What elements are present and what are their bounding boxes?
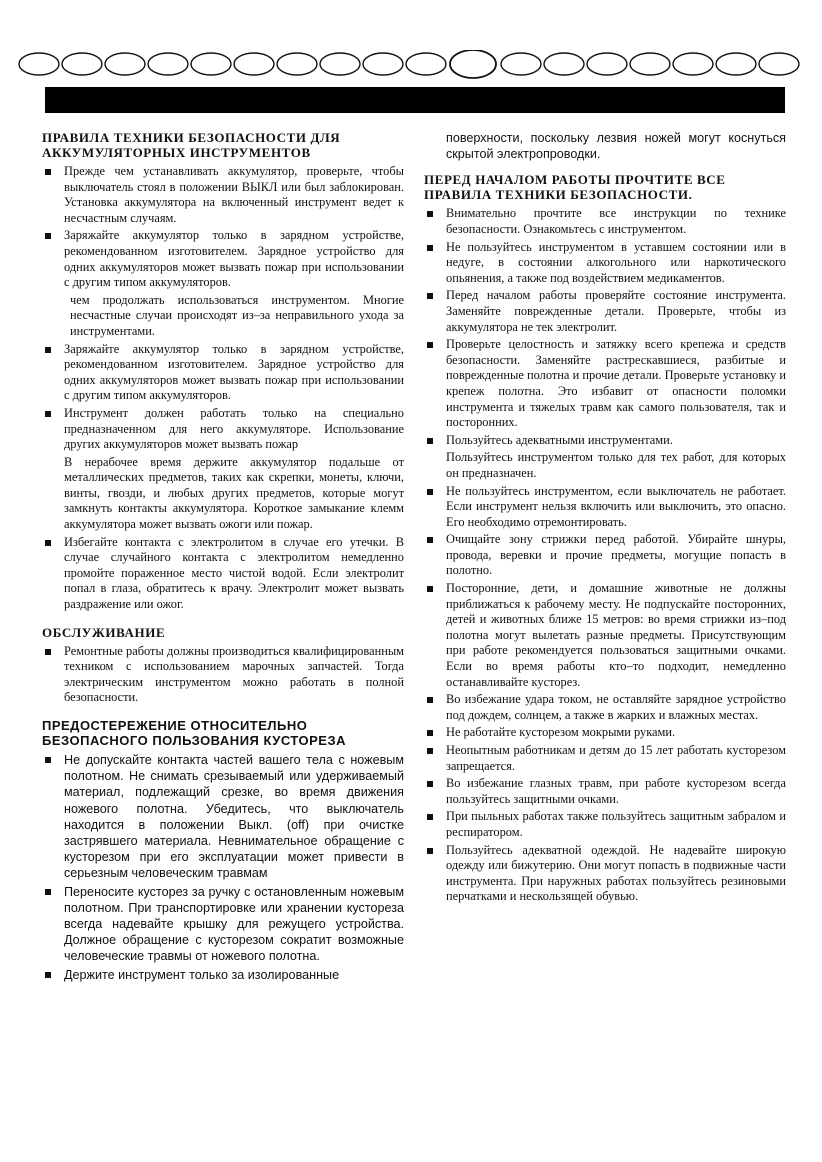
oval-9 [363, 53, 403, 75]
oval-7 [277, 53, 317, 75]
section-title-before-work: ПЕРЕД НАЧАЛОМ РАБОТЫ ПРОЧТИТЕ ВСЕ ПРАВИЛА ТЕХНИКИ БЕЗОПАСНОСТИ. [424, 172, 726, 203]
oval-active [450, 50, 496, 78]
section-title-maintenance: ОБСЛУЖИВАНИЕ [42, 624, 166, 640]
list-item: Держите инструмент только за изолированные [42, 967, 404, 983]
list-item: Не пользуйтесь инструментом в уставшем состоянии или в недуге, в состоянии алкогольного или наркотического опьянения, а также под воздействием медикаментов. [424, 240, 786, 287]
continued-text: поверхности, поскольку лезвия ножей могут коснуться скрытой электропроводки. [446, 131, 786, 162]
list-item: Пользуйтесь адекватными инструментами. [424, 433, 786, 449]
list-item: Переносите кусторез за ручку с остановленным ножевым полотном. При транспортировке или хранении кустореза всегда надевайте крышку для режущего устройства. Должное обращение с кусторезом сократит возможные человеческие травмы от ножевого полотна. [42, 884, 404, 965]
section-before-work [424, 172, 786, 905]
list-item: Внимательно прочтите все инструкции по технике безопасности. Ознакомьтесь с инструментом. [424, 206, 786, 237]
list-item: Прежде чем устанавливать аккумулятор, проверьте, чтобы выключатель стоял в положении ВЫКЛ или был заблокирован. Установка аккумулятора на включенный инструмент ведет к несчастным случаям. [42, 164, 404, 226]
oval-17 [716, 53, 756, 75]
oval-12 [501, 53, 541, 75]
section-title-battery-safety: ПРАВИЛА ТЕХНИКИ БЕЗОПАСНОСТИ ДЛЯ АККУМУЛЯТОРНЫХ ИНСТРУМЕНТОВ [42, 130, 341, 160]
oval-8 [320, 53, 360, 75]
oval-5 [191, 53, 231, 75]
oval-15 [630, 53, 670, 75]
oval-14 [587, 53, 627, 75]
list-item: Перед началом работы проверяйте состояние инструмента. Заменяйте поврежденные детали. Проверьте, чтобы из аккумулятора не тек электролит. [424, 288, 786, 335]
list-item: Посторонние, дети, и домашние животные не должны приближаться к рабочему месту. Не подпускайте посторонних, детей и животных ближе 15 метров: во время стрижки из–под полотна могут вылетать разные предметы. Присутствующим при работе рекомендуется пользоваться защитными очками. Если во время работы кто–то подходит, немедленно останавливайте кусторез. [424, 581, 786, 690]
oval-10 [406, 53, 446, 75]
oval-16 [673, 53, 713, 75]
section-battery-safety [42, 130, 404, 613]
language-ovals-header [16, 50, 806, 80]
list-item: Не работайте кусторезом мокрыми руками. [424, 725, 786, 741]
section-title-hedge-trimmer-warning: ПРЕДОСТЕРЕЖЕНИЕ ОТНОСИТЕЛЬНО БЕЗОПАСНОГО ПОЛЬЗОВАНИЯ КУСТОРЕЗА [42, 718, 347, 748]
list-item: Ремонтные работы должны производиться квалифицированным техником с использованием марочных запчастей. Тогда электрическим инструментом можно работать в полной безопасности. [42, 644, 404, 706]
list-item: Пользуйтесь адекватной одеждой. Не надевайте широкую одежду или бижутерию. Они могут попасть в подвижные части инструмента. При наружных работах пользуйтесь резиновыми перчатками и нескользящей обувью. [424, 843, 786, 905]
oval-4 [148, 53, 188, 75]
list-item: Не допускайте контакта частей вашего тела с ножевым полотном. Не снимать срезываемый или удерживаемый материал, подлежащий срезке, во время движения ножевого полотна. Убедитесь, что выключатель находится в положении Выкл. (off) при очистке застрявшего материала. Невнимательное обращение с кусторезом при его эксплуатации может привести в серьезным человеческим травмам [42, 752, 404, 882]
list-item: Проверьте целостность и затяжку всего крепежа и средств безопасности. Заменяйте растрескавшиеся, разбитые и поврежденные полотна и прочие детали. Проверьте установку и крепеж полотна. Это избавит от опасности поломки инструмента и тяжелых травм как самого пользователя, так и посторонних. [424, 337, 786, 431]
list-item: Заряжайте аккумулятор только в зарядном устройстве, рекомендованном изготовителем. Зарядное устройство для одних аккумуляторов может вызвать пожар при использовании с другим типом аккумуляторов. [42, 228, 404, 290]
oval-3 [105, 53, 145, 75]
list-item: Очищайте зону стрижки перед работой. Убирайте шнуры, провода, веревки и прочие предметы, могущие попасть в полотно. [424, 532, 786, 579]
header-black-bar [45, 87, 785, 113]
list-item: Не пользуйтесь инструментом, если выключатель не работает. Если инструмент нельзя включить или выключить, это опасно. Его необходимо отремонтировать. [424, 484, 786, 531]
list-item: Избегайте контакта с электролитом в случае его утечки. В случае случайного контакта с электролитом немедленно промойте пораженное место чистой водой. Если электролит попал в глаза, обратитесь к врачу. Электролит может вызвать раздражение или ожог. [42, 535, 404, 613]
oval-1 [19, 53, 59, 75]
oval-2 [62, 53, 102, 75]
oval-13 [544, 53, 584, 75]
oval-6 [234, 53, 274, 75]
list-item: Во избежание удара током, не оставляйте зарядное устройство под дождем, солнцем, а также в жарких и влажных местах. [424, 692, 786, 723]
section-maintenance [42, 625, 404, 706]
oval-18 [759, 53, 799, 75]
list-item-continuation: чем продолжать использоваться инструментом. Многие несчастные случаи происходят из–за неправильного ухода за инструментами. [70, 292, 404, 338]
left-column [42, 130, 404, 995]
list-item: Заряжайте аккумулятор только в зарядном устройстве, рекомендованном изготовителем. Зарядное устройство для одних аккумуляторов может вызвать пожар при использовании с другим типом аккумуляторов. [42, 342, 404, 404]
section-hedge-trimmer-warning [42, 718, 404, 983]
list-item-continuation: Пользуйтесь инструментом только для тех работ, для которых он предназначен. [446, 450, 786, 480]
right-column [424, 130, 786, 917]
list-item: Неопытным работникам и детям до 15 лет работать кусторезом запрещается. [424, 743, 786, 774]
list-item: Во избежание глазных травм, при работе кусторезом всегда пользуйтесь защитными очками. [424, 776, 786, 807]
list-item: Инструмент должен работать только на специально предназначенном для него аккумуляторе. Использование других аккумуляторов может вызвать пожар [42, 406, 404, 453]
list-item-continuation: В нерабочее время держите аккумулятор подальше от металлических предметов, таких как скрепки, монеты, ключи, винты, гвозди, и любых других предметов, которые могут замкнуть контакты аккумулятора. Короткое замыкание клемм аккумулятора может вызвать ожоги или пожар. [64, 454, 404, 532]
list-item: При пыльных работах также пользуйтесь защитным забралом и респиратором. [424, 809, 786, 840]
